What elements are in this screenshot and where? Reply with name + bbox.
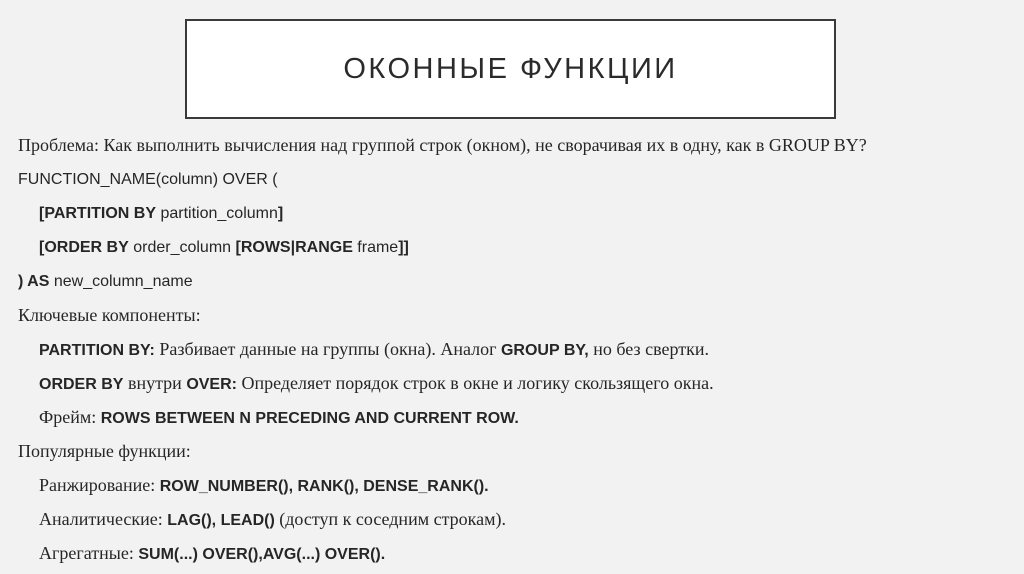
syntax-line-3 <box>18 230 1013 264</box>
group-by-keyword: GROUP BY, <box>500 342 589 359</box>
order-column-arg: order_column <box>128 239 236 256</box>
components-header: Ключевые компоненты: <box>18 305 201 325</box>
syntax-line-2 <box>18 196 1013 230</box>
over-label: OVER: <box>186 376 237 393</box>
analytic-functions: LAG(), LEAD() <box>167 512 275 529</box>
component-order <box>18 366 1013 400</box>
over-keyword: OVER ( <box>222 171 278 188</box>
partition-label: PARTITION BY: <box>39 342 155 359</box>
order-by-label: ORDER BY <box>39 376 124 393</box>
partition-description: Разбивает данные на группы (окна). Аналог <box>154 339 501 359</box>
slide-title: ОКОННЫЕ ФУНКЦИИ <box>343 52 678 85</box>
rows-range-keyword: [ROWS|RANGE <box>235 239 353 256</box>
frame-arg: frame <box>352 239 399 256</box>
aggregate-functions: SUM(...) OVER(),AVG(...) OVER(). <box>138 546 386 563</box>
analytic-label: Аналитические: <box>39 509 168 529</box>
ranking-label: Ранжирование: <box>39 475 160 495</box>
order-inside-text: внутри <box>123 373 187 393</box>
function-aggregate <box>18 536 1013 570</box>
as-keyword: ) AS <box>18 273 50 290</box>
column-arg: (column) <box>155 171 223 188</box>
functions-header: Популярные функции: <box>18 441 191 461</box>
ranking-functions: ROW_NUMBER(), RANK(), DENSE_RANK(). <box>159 478 489 495</box>
problem-line: Проблема: Как выполнить вычисления над группой строк (окном), не сворачивая их в одну, как в GROUP BY? <box>18 135 867 155</box>
order-close-bracket: ]] <box>398 239 409 256</box>
partition-close-bracket: ] <box>277 205 284 222</box>
function-analytic <box>18 502 1013 536</box>
partition-description-end: но без свертки. <box>588 339 709 359</box>
partition-by-keyword: [PARTITION BY <box>39 205 157 222</box>
title-box <box>185 19 836 119</box>
analytic-description: (доступ к соседним строкам). <box>274 509 507 529</box>
component-frame <box>18 400 1013 434</box>
order-by-keyword: [ORDER BY <box>39 239 129 256</box>
partition-column-arg: partition_column <box>156 205 278 222</box>
order-description: Определяет порядок строк в окне и логику скользящего окна. <box>236 373 714 393</box>
function-ranking <box>18 468 1013 502</box>
frame-label: Фрейм: <box>39 407 101 427</box>
syntax-line-4 <box>18 264 1013 298</box>
syntax-line-1 <box>18 162 1013 196</box>
new-column-name-arg: new_column_name <box>49 273 193 290</box>
component-partition <box>18 332 1013 366</box>
slide-body <box>18 128 1013 570</box>
function-name-keyword: FUNCTION_NAME <box>18 171 156 188</box>
aggregate-label: Агрегатные: <box>39 543 139 563</box>
frame-keyword: ROWS BETWEEN N PRECEDING AND CURRENT ROW. <box>100 410 519 427</box>
